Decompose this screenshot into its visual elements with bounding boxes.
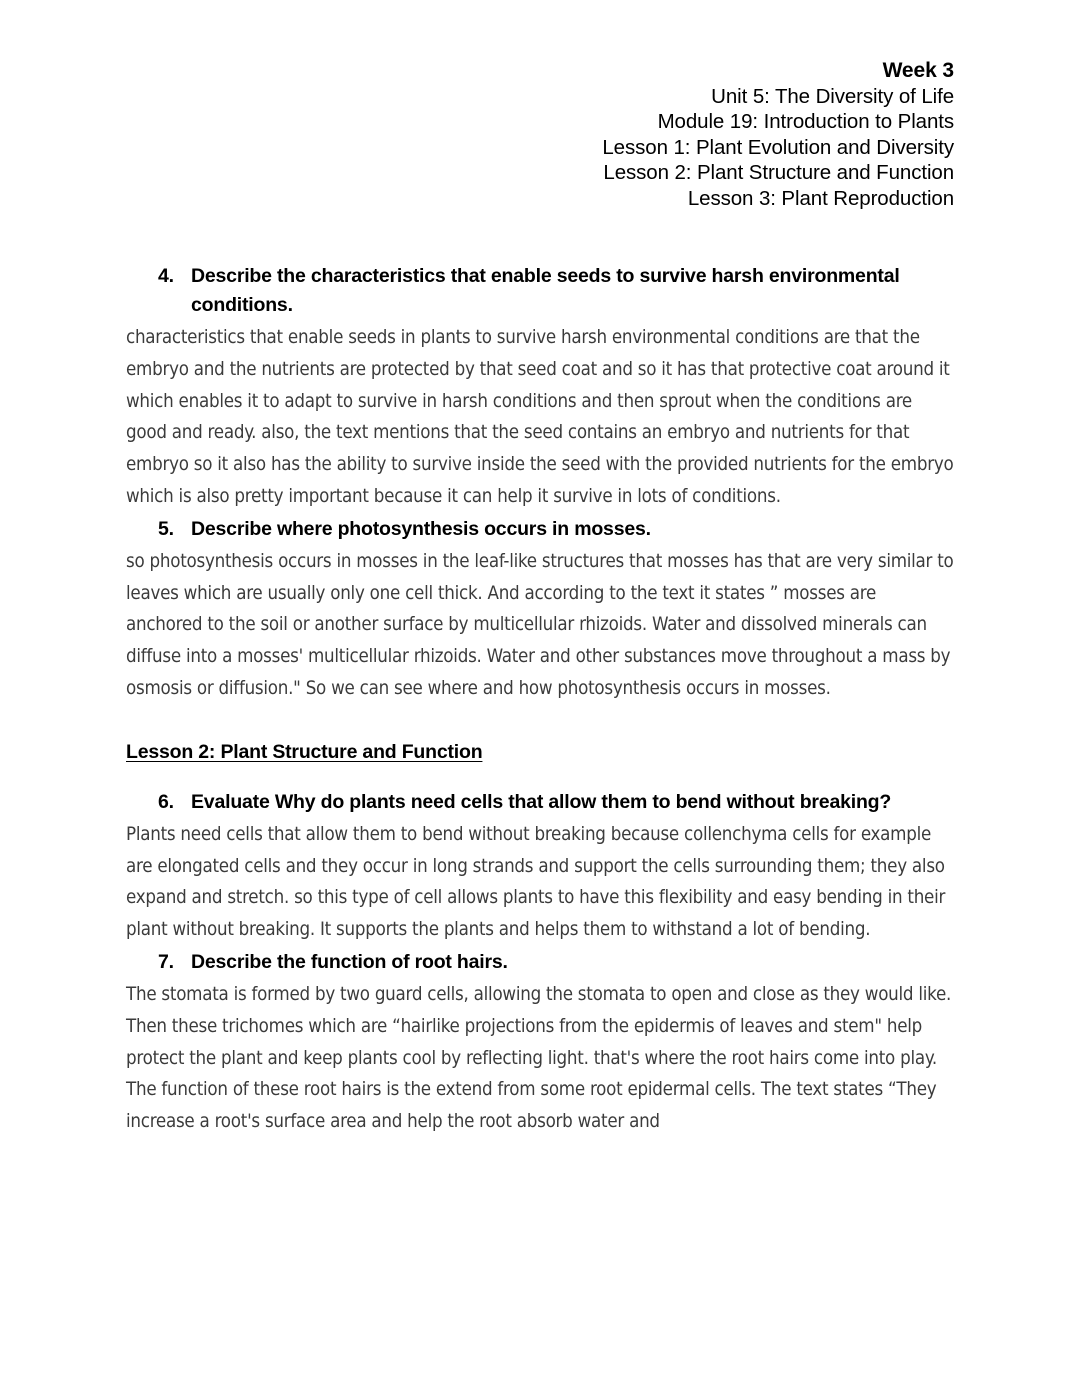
answer-7: The stomata is formed by two guard cells, allowing the stomata to open and close as they would like. Then these trichomes which are “hairlike projections from the epidermis of leaves and stem" help protect the plant and keep plants cool by reflecting light. that's where the root hairs come into play. The function of these root hairs is the extend from some root epidermal cells. The text states “They increase a root's surface area and help the root absorb water and — [126, 983, 952, 1133]
question-7-text: Describe the function of root hairs. — [191, 950, 508, 973]
answer-5: so photosynthesis occurs in mosses in the leaf-like structures that mosses has that are very similar to leaves which are usually only one cell thick. And according to the text it states ” mosses are anchored to the soil or another surface by multicellular rhizoids. Water and dissolved minerals can diffuse into a mosses' multicellular rhizoids. Water and other substances move throughout a mass by osmosis or diffusion." So we can see where and how photosynthesis occurs in mosses. — [126, 550, 954, 699]
question-6 — [126, 788, 954, 817]
question-7-number: 7. — [158, 950, 174, 973]
question-5-text: Describe where photosynthesis occurs in mosses. — [191, 517, 651, 540]
question-4-number: 4. — [158, 265, 174, 287]
section-spacer — [126, 707, 954, 738]
document-body — [126, 262, 954, 1140]
header-lesson-3-line: Lesson 3: Plant Reproduction — [687, 186, 954, 210]
answer-6: Plants need cells that allow them to bend without breaking because collenchyma cells for example are elongated cells and they occur in long strands and support the cells surrounding them; they also expand and stretch. so this type of cell allows plants to have this flexibility and easy bending in their plant without breaking. It supports the plants and helps them to withstand a lot of bending. — [126, 823, 946, 941]
question-4 — [126, 262, 954, 320]
question-6-text: Evaluate Why do plants need cells that allow them to bend without breaking? — [191, 790, 892, 813]
question-7 — [126, 948, 954, 977]
header-lesson-2-line: Lesson 2: Plant Structure and Function — [603, 161, 954, 185]
question-5 — [126, 515, 954, 544]
header-module-line: Module 19: Introduction to Plants — [657, 110, 954, 134]
header-lesson-1-line: Lesson 1: Plant Evolution and Diversity — [602, 135, 954, 159]
document-header — [126, 58, 954, 212]
question-5-number: 5. — [158, 517, 174, 540]
heading-spacer — [126, 766, 954, 788]
header-title: Week 3 — [882, 59, 954, 82]
question-6-number: 6. — [158, 790, 174, 813]
question-4-text: Describe the characteristics that enable seeds to survive harsh environmental conditions. — [191, 265, 900, 316]
answer-4: characteristics that enable seeds in plants to survive harsh environmental conditions are that the embryo and the nutrients are protected by that seed coat and so it has that protective coat around it which enables it to adapt to survive in harsh conditions and then sprout when the conditions are good and ready. also, the text mentions that the seed contains an embryo and nutrients for that embryo so it also has the ability to survive inside the seed with the provided nutrients for the embryo which is also pretty important because it can help it survive in lots of conditions. — [126, 327, 954, 507]
lesson-2-heading: Lesson 2: Plant Structure and Function — [126, 740, 483, 763]
header-unit-line: Unit 5: The Diversity of Life — [711, 84, 954, 108]
